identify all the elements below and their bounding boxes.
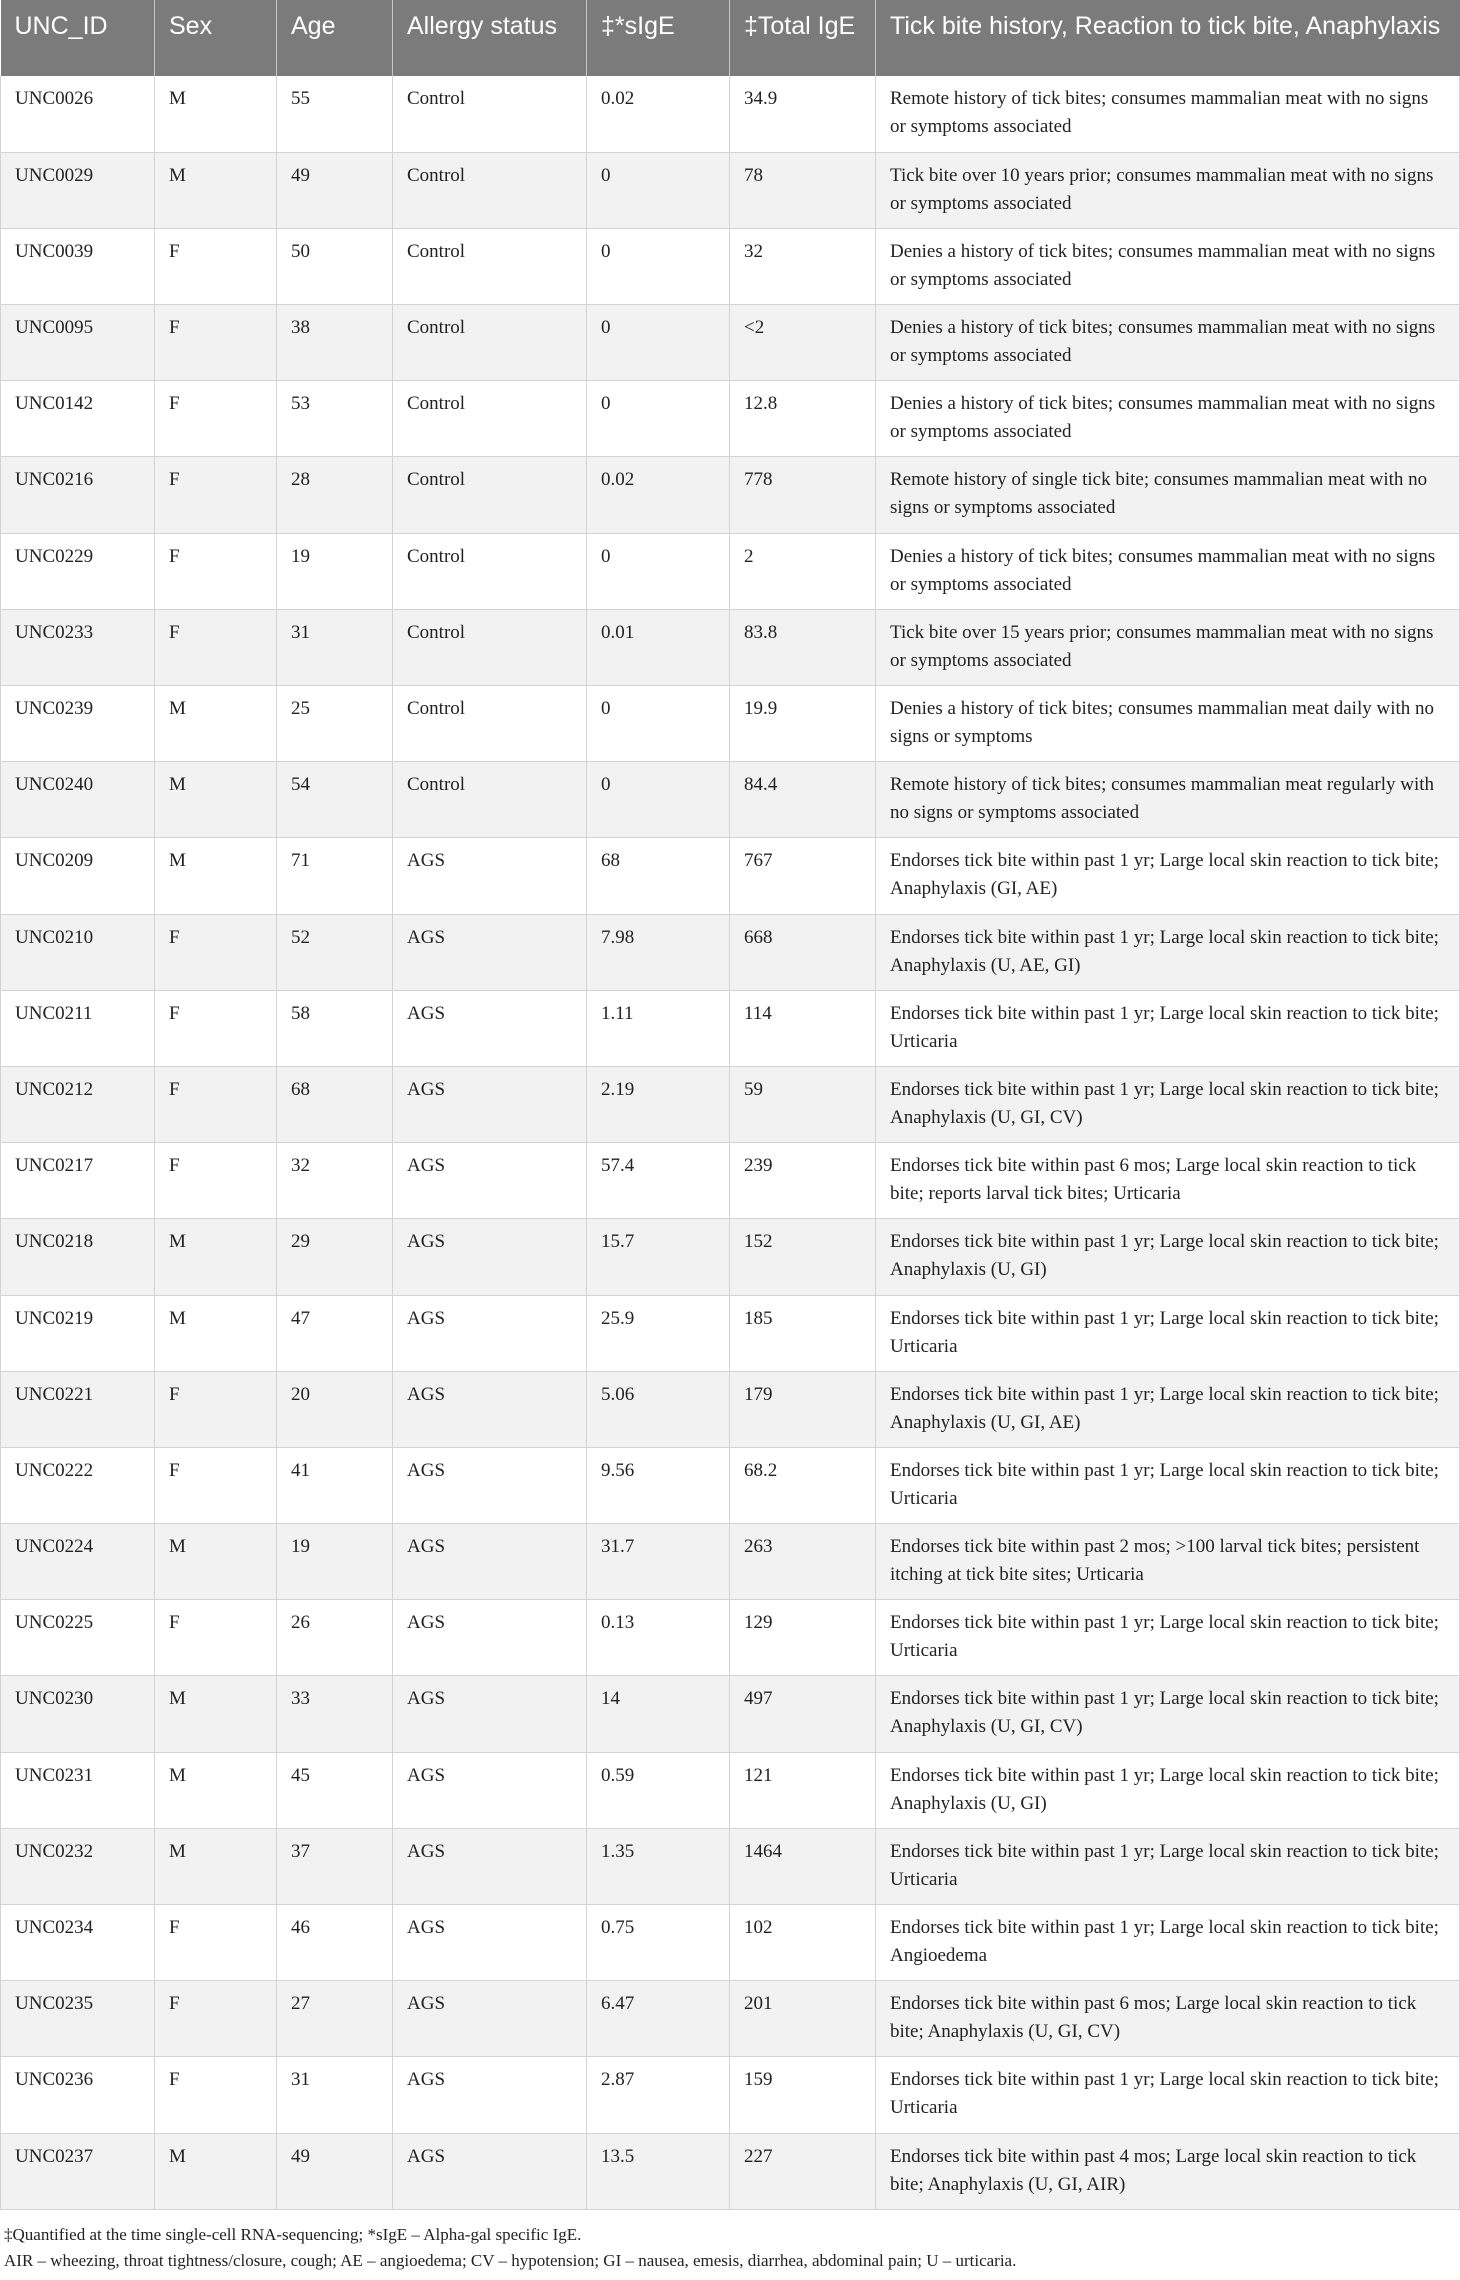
cell-age: 27: [277, 1981, 393, 2057]
cell-total-ige: <2: [730, 305, 876, 381]
cell-sige: 0: [587, 381, 730, 457]
cell-age: 33: [277, 1676, 393, 1752]
cell-sex: M: [155, 838, 277, 914]
cell-age: 19: [277, 1524, 393, 1600]
cell-sige: 31.7: [587, 1524, 730, 1600]
cell-total-ige: 1464: [730, 1828, 876, 1904]
table-row: [1, 1371, 1460, 1447]
table-row: [1, 990, 1460, 1066]
table-row: [1, 533, 1460, 609]
cell-tick-bite-history: Endorses tick bite within past 4 mos; Large local skin reaction to tick bite; Anaphylaxis (U, GI, AIR): [876, 2133, 1460, 2209]
cell-age: 41: [277, 1447, 393, 1523]
cell-sige: 5.06: [587, 1371, 730, 1447]
cell-age: 25: [277, 686, 393, 762]
cell-total-ige: 59: [730, 1066, 876, 1142]
cell-total-ige: 114: [730, 990, 876, 1066]
table-row: [1, 76, 1460, 152]
cell-total-ige: 84.4: [730, 762, 876, 838]
cell-sex: M: [155, 686, 277, 762]
cell-sige: 9.56: [587, 1447, 730, 1523]
cell-sige: 0: [587, 686, 730, 762]
cell-allergy-status: Control: [393, 609, 587, 685]
cell-age: 19: [277, 533, 393, 609]
cell-total-ige: 778: [730, 457, 876, 533]
cell-sex: F: [155, 990, 277, 1066]
cell-sige: 2.87: [587, 2057, 730, 2133]
table-row: [1, 914, 1460, 990]
cell-sige: 57.4: [587, 1143, 730, 1219]
cell-unc-id: UNC0221: [1, 1371, 155, 1447]
cell-tick-bite-history: Denies a history of tick bites; consumes mammalian meat with no signs or symptoms associated: [876, 381, 1460, 457]
cell-allergy-status: AGS: [393, 1752, 587, 1828]
cell-age: 37: [277, 1828, 393, 1904]
cell-allergy-status: AGS: [393, 1066, 587, 1142]
cell-sige: 1.11: [587, 990, 730, 1066]
table-row: [1, 152, 1460, 228]
cell-total-ige: 121: [730, 1752, 876, 1828]
cell-sex: M: [155, 2133, 277, 2209]
table-row: [1, 1676, 1460, 1752]
cell-allergy-status: AGS: [393, 2057, 587, 2133]
footnote-quantification: ‡Quantified at the time single-cell RNA-sequencing; *sIgE – Alpha-gal specific IgE.: [4, 2225, 582, 2244]
cell-tick-bite-history: Endorses tick bite within past 1 yr; Large local skin reaction to tick bite; Anaphylaxis (U, GI): [876, 1752, 1460, 1828]
cell-age: 28: [277, 457, 393, 533]
cell-allergy-status: AGS: [393, 1676, 587, 1752]
table-row: [1, 1752, 1460, 1828]
cell-allergy-status: AGS: [393, 1600, 587, 1676]
table-row: [1, 1447, 1460, 1523]
cell-allergy-status: AGS: [393, 1905, 587, 1981]
cell-tick-bite-history: Endorses tick bite within past 1 yr; Large local skin reaction to tick bite; Urticaria: [876, 1447, 1460, 1523]
cell-unc-id: UNC0239: [1, 686, 155, 762]
cell-allergy-status: AGS: [393, 838, 587, 914]
cell-allergy-status: AGS: [393, 990, 587, 1066]
cell-sige: 0.13: [587, 1600, 730, 1676]
cell-total-ige: 497: [730, 1676, 876, 1752]
cell-sige: 0.02: [587, 457, 730, 533]
cell-tick-bite-history: Endorses tick bite within past 6 mos; Large local skin reaction to tick bite; reports larval tick bites; Urticaria: [876, 1143, 1460, 1219]
table-footnotes: [4, 2222, 1016, 2274]
table-row: [1, 1066, 1460, 1142]
cell-tick-bite-history: Endorses tick bite within past 1 yr; Large local skin reaction to tick bite; Urticaria: [876, 1600, 1460, 1676]
cell-sex: F: [155, 609, 277, 685]
cell-total-ige: 263: [730, 1524, 876, 1600]
cell-sex: M: [155, 152, 277, 228]
cell-age: 31: [277, 609, 393, 685]
cell-age: 49: [277, 152, 393, 228]
cell-total-ige: 227: [730, 2133, 876, 2209]
footnote-abbreviations: AIR – wheezing, throat tightness/closure, cough; AE – angioedema; CV – hypotension; GI – nausea, emesis, diarrhea, abdominal pain; U – urticaria.: [4, 2251, 1017, 2270]
cell-tick-bite-history: Denies a history of tick bites; consumes mammalian meat with no signs or symptoms associated: [876, 228, 1460, 304]
cell-unc-id: UNC0142: [1, 381, 155, 457]
cell-sex: F: [155, 1447, 277, 1523]
cell-tick-bite-history: Denies a history of tick bites; consumes mammalian meat with no signs or symptoms associated: [876, 533, 1460, 609]
cell-unc-id: UNC0039: [1, 228, 155, 304]
cell-age: 26: [277, 1600, 393, 1676]
cell-unc-id: UNC0222: [1, 1447, 155, 1523]
cell-age: 53: [277, 381, 393, 457]
cell-total-ige: 2: [730, 533, 876, 609]
cell-age: 32: [277, 1143, 393, 1219]
cell-allergy-status: AGS: [393, 1981, 587, 2057]
cell-unc-id: UNC0225: [1, 1600, 155, 1676]
cell-sex: F: [155, 2057, 277, 2133]
cell-unc-id: UNC0212: [1, 1066, 155, 1142]
cell-allergy-status: Control: [393, 686, 587, 762]
cell-sex: F: [155, 533, 277, 609]
cell-allergy-status: Control: [393, 533, 587, 609]
cell-age: 31: [277, 2057, 393, 2133]
header-total-ige: ‡Total IgE: [730, 0, 876, 76]
cell-unc-id: UNC0026: [1, 76, 155, 152]
table-row: [1, 2057, 1460, 2133]
cell-sex: F: [155, 1066, 277, 1142]
cell-unc-id: UNC0236: [1, 2057, 155, 2133]
cell-sige: 0.59: [587, 1752, 730, 1828]
cell-unc-id: UNC0237: [1, 2133, 155, 2209]
cell-unc-id: UNC0095: [1, 305, 155, 381]
cell-unc-id: UNC0210: [1, 914, 155, 990]
cell-allergy-status: AGS: [393, 1219, 587, 1295]
cell-allergy-status: AGS: [393, 914, 587, 990]
cell-tick-bite-history: Remote history of tick bites; consumes mammalian meat with no signs or symptoms associated: [876, 76, 1460, 152]
cell-total-ige: 239: [730, 1143, 876, 1219]
table-row: [1, 1219, 1460, 1295]
header-sige: ‡*sIgE: [587, 0, 730, 76]
header-sex: Sex: [155, 0, 277, 76]
cell-allergy-status: AGS: [393, 1295, 587, 1371]
cell-sex: M: [155, 1295, 277, 1371]
cell-unc-id: UNC0235: [1, 1981, 155, 2057]
cell-allergy-status: AGS: [393, 1371, 587, 1447]
cell-unc-id: UNC0029: [1, 152, 155, 228]
cell-total-ige: 129: [730, 1600, 876, 1676]
cell-total-ige: 102: [730, 1905, 876, 1981]
cell-total-ige: 19.9: [730, 686, 876, 762]
cell-tick-bite-history: Endorses tick bite within past 1 yr; Large local skin reaction to tick bite; Urticaria: [876, 1295, 1460, 1371]
cell-sige: 0: [587, 305, 730, 381]
cell-unc-id: UNC0240: [1, 762, 155, 838]
cell-sige: 25.9: [587, 1295, 730, 1371]
cell-unc-id: UNC0234: [1, 1905, 155, 1981]
table-row: [1, 1143, 1460, 1219]
table-row: [1, 228, 1460, 304]
header-row: [1, 0, 1460, 76]
cell-tick-bite-history: Denies a history of tick bites; consumes mammalian meat with no signs or symptoms associated: [876, 305, 1460, 381]
cell-sige: 0: [587, 228, 730, 304]
table-body: [1, 76, 1460, 2209]
cell-tick-bite-history: Endorses tick bite within past 1 yr; Large local skin reaction to tick bite; Anaphylaxis (U, GI, CV): [876, 1676, 1460, 1752]
header-allergy-status: Allergy status: [393, 0, 587, 76]
cell-allergy-status: Control: [393, 228, 587, 304]
cell-total-ige: 78: [730, 152, 876, 228]
cell-sige: 0.75: [587, 1905, 730, 1981]
cell-allergy-status: Control: [393, 762, 587, 838]
cell-unc-id: UNC0211: [1, 990, 155, 1066]
cell-sex: F: [155, 305, 277, 381]
cell-age: 49: [277, 2133, 393, 2209]
cell-total-ige: 201: [730, 1981, 876, 2057]
cell-allergy-status: Control: [393, 76, 587, 152]
cell-sige: 6.47: [587, 1981, 730, 2057]
cell-unc-id: UNC0224: [1, 1524, 155, 1600]
cell-tick-bite-history: Endorses tick bite within past 1 yr; Large local skin reaction to tick bite; Anaphylaxis (U, AE, GI): [876, 914, 1460, 990]
cell-sex: M: [155, 1524, 277, 1600]
cell-unc-id: UNC0232: [1, 1828, 155, 1904]
cell-tick-bite-history: Denies a history of tick bites; consumes mammalian meat daily with no signs or symptoms: [876, 686, 1460, 762]
cell-tick-bite-history: Endorses tick bite within past 1 yr; Large local skin reaction to tick bite; Urticaria: [876, 1828, 1460, 1904]
cell-sige: 0.01: [587, 609, 730, 685]
cell-age: 45: [277, 1752, 393, 1828]
table-row: [1, 1295, 1460, 1371]
cell-unc-id: UNC0233: [1, 609, 155, 685]
cell-sex: F: [155, 1905, 277, 1981]
table-row: [1, 838, 1460, 914]
cell-age: 54: [277, 762, 393, 838]
cell-tick-bite-history: Endorses tick bite within past 1 yr; Large local skin reaction to tick bite; Anaphylaxis (U, GI, CV): [876, 1066, 1460, 1142]
cell-age: 58: [277, 990, 393, 1066]
cell-tick-bite-history: Endorses tick bite within past 6 mos; Large local skin reaction to tick bite; Anaphylaxis (U, GI, CV): [876, 1981, 1460, 2057]
cell-unc-id: UNC0231: [1, 1752, 155, 1828]
table-row: [1, 1600, 1460, 1676]
cell-tick-bite-history: Endorses tick bite within past 1 yr; Large local skin reaction to tick bite; Anaphylaxis (U, GI, AE): [876, 1371, 1460, 1447]
cell-tick-bite-history: Endorses tick bite within past 1 yr; Large local skin reaction to tick bite; Anaphylaxis (U, GI): [876, 1219, 1460, 1295]
cell-sige: 1.35: [587, 1828, 730, 1904]
table-row: [1, 2133, 1460, 2209]
cell-allergy-status: Control: [393, 152, 587, 228]
header-age: Age: [277, 0, 393, 76]
cell-age: 68: [277, 1066, 393, 1142]
cell-age: 47: [277, 1295, 393, 1371]
cell-unc-id: UNC0209: [1, 838, 155, 914]
cell-sige: 15.7: [587, 1219, 730, 1295]
table-row: [1, 457, 1460, 533]
cell-sex: M: [155, 1752, 277, 1828]
table-row: [1, 305, 1460, 381]
header-unc-id: UNC_ID: [1, 0, 155, 76]
cell-allergy-status: AGS: [393, 1828, 587, 1904]
cell-allergy-status: Control: [393, 381, 587, 457]
cell-total-ige: 159: [730, 2057, 876, 2133]
cell-allergy-status: Control: [393, 305, 587, 381]
cell-total-ige: 185: [730, 1295, 876, 1371]
table-row: [1, 609, 1460, 685]
cell-sex: M: [155, 1676, 277, 1752]
cell-total-ige: 767: [730, 838, 876, 914]
cell-total-ige: 668: [730, 914, 876, 990]
cell-total-ige: 83.8: [730, 609, 876, 685]
header-tick-bite-history: Tick bite history, Reaction to tick bite, Anaphylaxis: [876, 0, 1460, 76]
cell-tick-bite-history: Endorses tick bite within past 2 mos; >100 larval tick bites; persistent itching at tick bite sites; Urticaria: [876, 1524, 1460, 1600]
cell-sige: 13.5: [587, 2133, 730, 2209]
cell-sex: F: [155, 381, 277, 457]
cell-sige: 0: [587, 533, 730, 609]
table-row: [1, 1828, 1460, 1904]
cell-sige: 0: [587, 152, 730, 228]
cell-age: 71: [277, 838, 393, 914]
cell-total-ige: 34.9: [730, 76, 876, 152]
cell-tick-bite-history: Endorses tick bite within past 1 yr; Large local skin reaction to tick bite; Angioedema: [876, 1905, 1460, 1981]
cell-sex: F: [155, 1981, 277, 2057]
cell-age: 52: [277, 914, 393, 990]
cell-unc-id: UNC0229: [1, 533, 155, 609]
cell-tick-bite-history: Endorses tick bite within past 1 yr; Large local skin reaction to tick bite; Urticaria: [876, 990, 1460, 1066]
cell-allergy-status: AGS: [393, 1447, 587, 1523]
cell-allergy-status: AGS: [393, 2133, 587, 2209]
cell-tick-bite-history: Remote history of single tick bite; consumes mammalian meat with no signs or symptoms associated: [876, 457, 1460, 533]
cell-allergy-status: AGS: [393, 1143, 587, 1219]
table-row: [1, 1524, 1460, 1600]
table-row: [1, 686, 1460, 762]
table-row: [1, 762, 1460, 838]
table-row: [1, 1981, 1460, 2057]
cell-age: 50: [277, 228, 393, 304]
cell-sige: 2.19: [587, 1066, 730, 1142]
cell-unc-id: UNC0230: [1, 1676, 155, 1752]
cell-sex: M: [155, 762, 277, 838]
cell-sex: F: [155, 914, 277, 990]
cell-unc-id: UNC0216: [1, 457, 155, 533]
cell-sex: M: [155, 1828, 277, 1904]
cell-tick-bite-history: Tick bite over 15 years prior; consumes mammalian meat with no signs or symptoms associated: [876, 609, 1460, 685]
cell-tick-bite-history: Remote history of tick bites; consumes mammalian meat regularly with no signs or symptoms associated: [876, 762, 1460, 838]
cell-age: 38: [277, 305, 393, 381]
cell-sige: 68: [587, 838, 730, 914]
cell-total-ige: 12.8: [730, 381, 876, 457]
cell-tick-bite-history: Endorses tick bite within past 1 yr; Large local skin reaction to tick bite; Anaphylaxis (GI, AE): [876, 838, 1460, 914]
cell-total-ige: 152: [730, 1219, 876, 1295]
cell-age: 46: [277, 1905, 393, 1981]
cell-sige: 7.98: [587, 914, 730, 990]
cell-unc-id: UNC0218: [1, 1219, 155, 1295]
cell-tick-bite-history: Tick bite over 10 years prior; consumes mammalian meat with no signs or symptoms associated: [876, 152, 1460, 228]
cell-sige: 14: [587, 1676, 730, 1752]
cell-total-ige: 32: [730, 228, 876, 304]
cell-allergy-status: Control: [393, 457, 587, 533]
cell-age: 20: [277, 1371, 393, 1447]
cell-tick-bite-history: Endorses tick bite within past 1 yr; Large local skin reaction to tick bite; Urticaria: [876, 2057, 1460, 2133]
cell-unc-id: UNC0217: [1, 1143, 155, 1219]
cell-sex: M: [155, 1219, 277, 1295]
cell-sige: 0.02: [587, 76, 730, 152]
cell-total-ige: 179: [730, 1371, 876, 1447]
cell-sige: 0: [587, 762, 730, 838]
cell-sex: F: [155, 1143, 277, 1219]
cell-sex: F: [155, 457, 277, 533]
cell-sex: M: [155, 76, 277, 152]
cell-age: 55: [277, 76, 393, 152]
table-row: [1, 381, 1460, 457]
table-row: [1, 1905, 1460, 1981]
cell-sex: F: [155, 1600, 277, 1676]
cell-unc-id: UNC0219: [1, 1295, 155, 1371]
cell-sex: F: [155, 1371, 277, 1447]
cell-total-ige: 68.2: [730, 1447, 876, 1523]
cell-sex: F: [155, 228, 277, 304]
cell-allergy-status: AGS: [393, 1524, 587, 1600]
cell-age: 29: [277, 1219, 393, 1295]
